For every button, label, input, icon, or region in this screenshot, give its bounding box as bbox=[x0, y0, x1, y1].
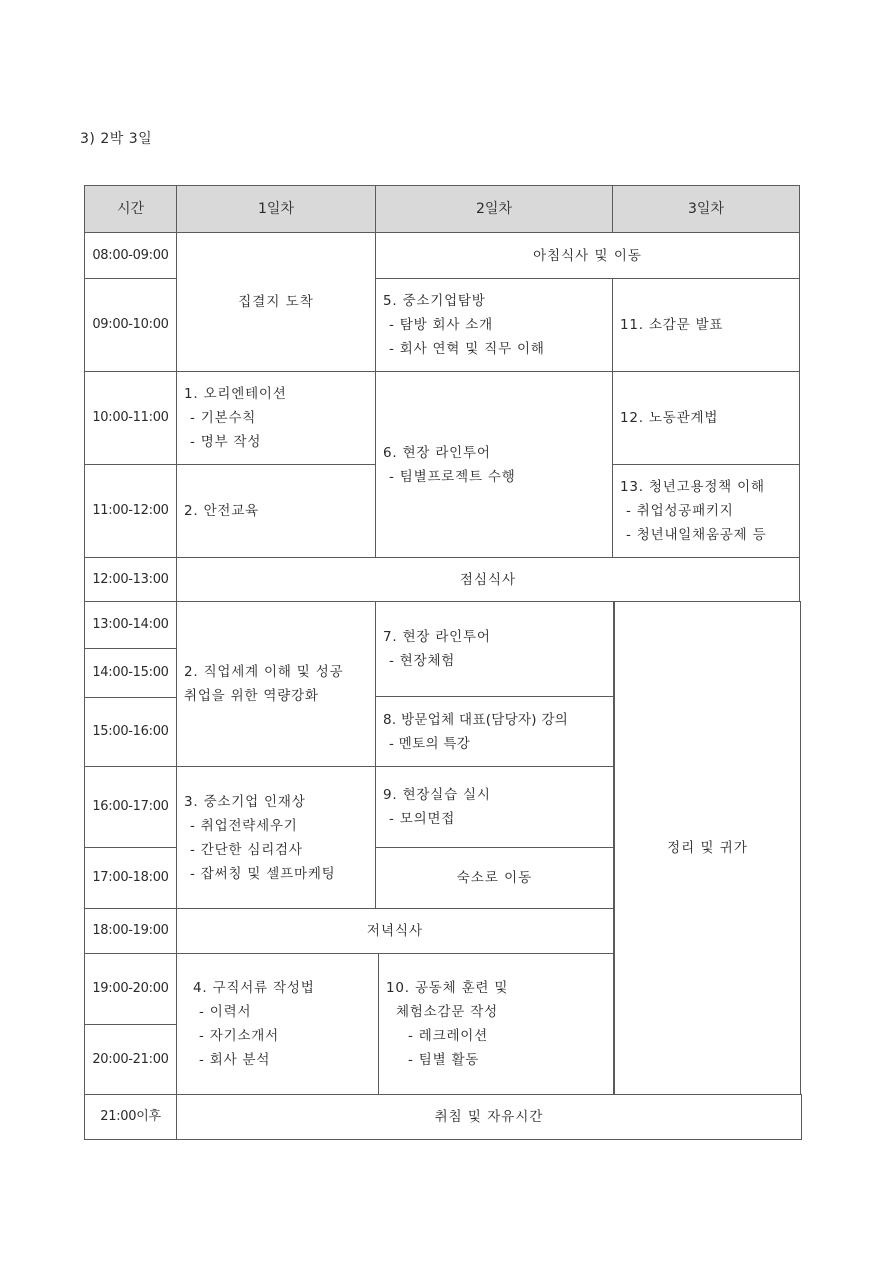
item-sub: - 탐방 회사 소개 bbox=[389, 317, 493, 333]
item-title: 8. 방문업체 대표(담당자) 강의 bbox=[383, 711, 569, 728]
day2-team bbox=[378, 953, 614, 1095]
item-title: 2. 직업세계 이해 및 성공 bbox=[184, 664, 344, 680]
item-sub: - 취업성공패키지 bbox=[626, 503, 734, 519]
day2-visit bbox=[375, 278, 613, 372]
day1-safety bbox=[176, 464, 376, 558]
day2-breakfast: 아침식사 및 이동 bbox=[375, 232, 800, 279]
item-title: 10. 공동체 훈련 및 bbox=[386, 980, 509, 996]
day1-talent bbox=[176, 766, 376, 909]
time-cell: 13:00-14:00 bbox=[84, 601, 177, 649]
time-cell: 19:00-20:00 bbox=[84, 953, 177, 1025]
night-row: 취침 및 자유시간 bbox=[176, 1094, 802, 1140]
header-day1: 1일차 bbox=[176, 185, 376, 233]
day2-tour1 bbox=[375, 371, 613, 558]
time-cell: 12:00-13:00 bbox=[84, 557, 177, 602]
day2-lodging: 숙소로 이동 bbox=[375, 847, 614, 909]
day3-impressions bbox=[612, 278, 800, 372]
time-cell: 14:00-15:00 bbox=[84, 648, 177, 698]
time-cell: 18:00-19:00 bbox=[84, 908, 177, 954]
item-title: 11. 소감문 발표 bbox=[620, 317, 724, 333]
time-cell: 17:00-18:00 bbox=[84, 847, 177, 909]
time-cell: 09:00-10:00 bbox=[84, 278, 177, 372]
item-sub: - 청년내일채움공제 등 bbox=[626, 527, 767, 543]
time-cell: 21:00이후 bbox=[84, 1094, 177, 1140]
item-title: 7. 현장 라인투어 bbox=[383, 629, 491, 645]
day2-practice bbox=[375, 766, 614, 848]
item-sub: - 멘토의 특강 bbox=[389, 735, 471, 752]
item-sub: - 명부 작성 bbox=[190, 434, 262, 450]
item-sub: - 현장체험 bbox=[389, 653, 456, 669]
day3-wrapup: 정리 및 귀가 bbox=[614, 601, 801, 1095]
day3-labor bbox=[612, 371, 800, 465]
item-sub: - 레크레이션 bbox=[408, 1028, 488, 1044]
day2-tour2 bbox=[375, 601, 614, 697]
time-cell: 10:00-11:00 bbox=[84, 371, 177, 465]
item-sub: - 취업전략세우기 bbox=[190, 817, 298, 834]
item-sub: - 잡써칭 및 셀프마케팅 bbox=[190, 865, 336, 882]
day1-arrival: 집결지 도착 bbox=[176, 232, 376, 372]
item-sub: - 기본수칙 bbox=[190, 410, 257, 426]
item-sub: - 팀별프로젝트 수행 bbox=[389, 468, 516, 485]
lunch-row: 점심식사 bbox=[176, 557, 800, 602]
time-cell: 11:00-12:00 bbox=[84, 464, 177, 558]
item-title: 6. 현장 라인투어 bbox=[383, 444, 491, 461]
time-cell: 08:00-09:00 bbox=[84, 232, 177, 279]
item-sub: - 팀별 활동 bbox=[408, 1052, 480, 1068]
item-title: 13. 청년고용정책 이해 bbox=[620, 479, 765, 495]
dinner-row: 저녁식사 bbox=[176, 908, 614, 954]
item-title: 9. 현장실습 실시 bbox=[383, 787, 491, 803]
item-title: 4. 구직서류 작성법 bbox=[193, 980, 315, 996]
item-sub: - 모의면접 bbox=[389, 811, 456, 827]
header-day2: 2일차 bbox=[375, 185, 613, 233]
item-sub: - 이력서 bbox=[199, 1004, 252, 1020]
item-title: 취업을 위한 역량강화 bbox=[184, 688, 319, 704]
item-title: 12. 노동관계법 bbox=[620, 410, 719, 426]
time-cell: 20:00-21:00 bbox=[84, 1024, 177, 1095]
day1-career bbox=[176, 601, 376, 767]
time-cell: 15:00-16:00 bbox=[84, 697, 177, 767]
day3-youth bbox=[612, 464, 800, 558]
item-title: 1. 오리엔테이션 bbox=[184, 386, 287, 402]
item-title: 5. 중소기업탐방 bbox=[383, 293, 486, 309]
day1-orientation bbox=[176, 371, 376, 465]
time-cell: 16:00-17:00 bbox=[84, 766, 177, 848]
item-sub: - 회사 연혁 및 직무 이해 bbox=[389, 341, 545, 357]
item-title: 3. 중소기업 인재상 bbox=[184, 793, 306, 810]
day2-lecture bbox=[375, 696, 614, 767]
item-title: 2. 안전교육 bbox=[184, 503, 259, 519]
day1-resume bbox=[176, 953, 379, 1095]
section-heading: 3) 2박 3일 bbox=[80, 131, 153, 147]
header-time: 시간 bbox=[84, 185, 177, 233]
item-sub: - 간단한 심리검사 bbox=[190, 841, 303, 858]
header-day3: 3일차 bbox=[612, 185, 800, 233]
item-sub: - 자기소개서 bbox=[199, 1028, 279, 1044]
item-title: 체험소감문 작성 bbox=[396, 1004, 498, 1020]
item-sub: - 회사 분석 bbox=[199, 1052, 271, 1068]
